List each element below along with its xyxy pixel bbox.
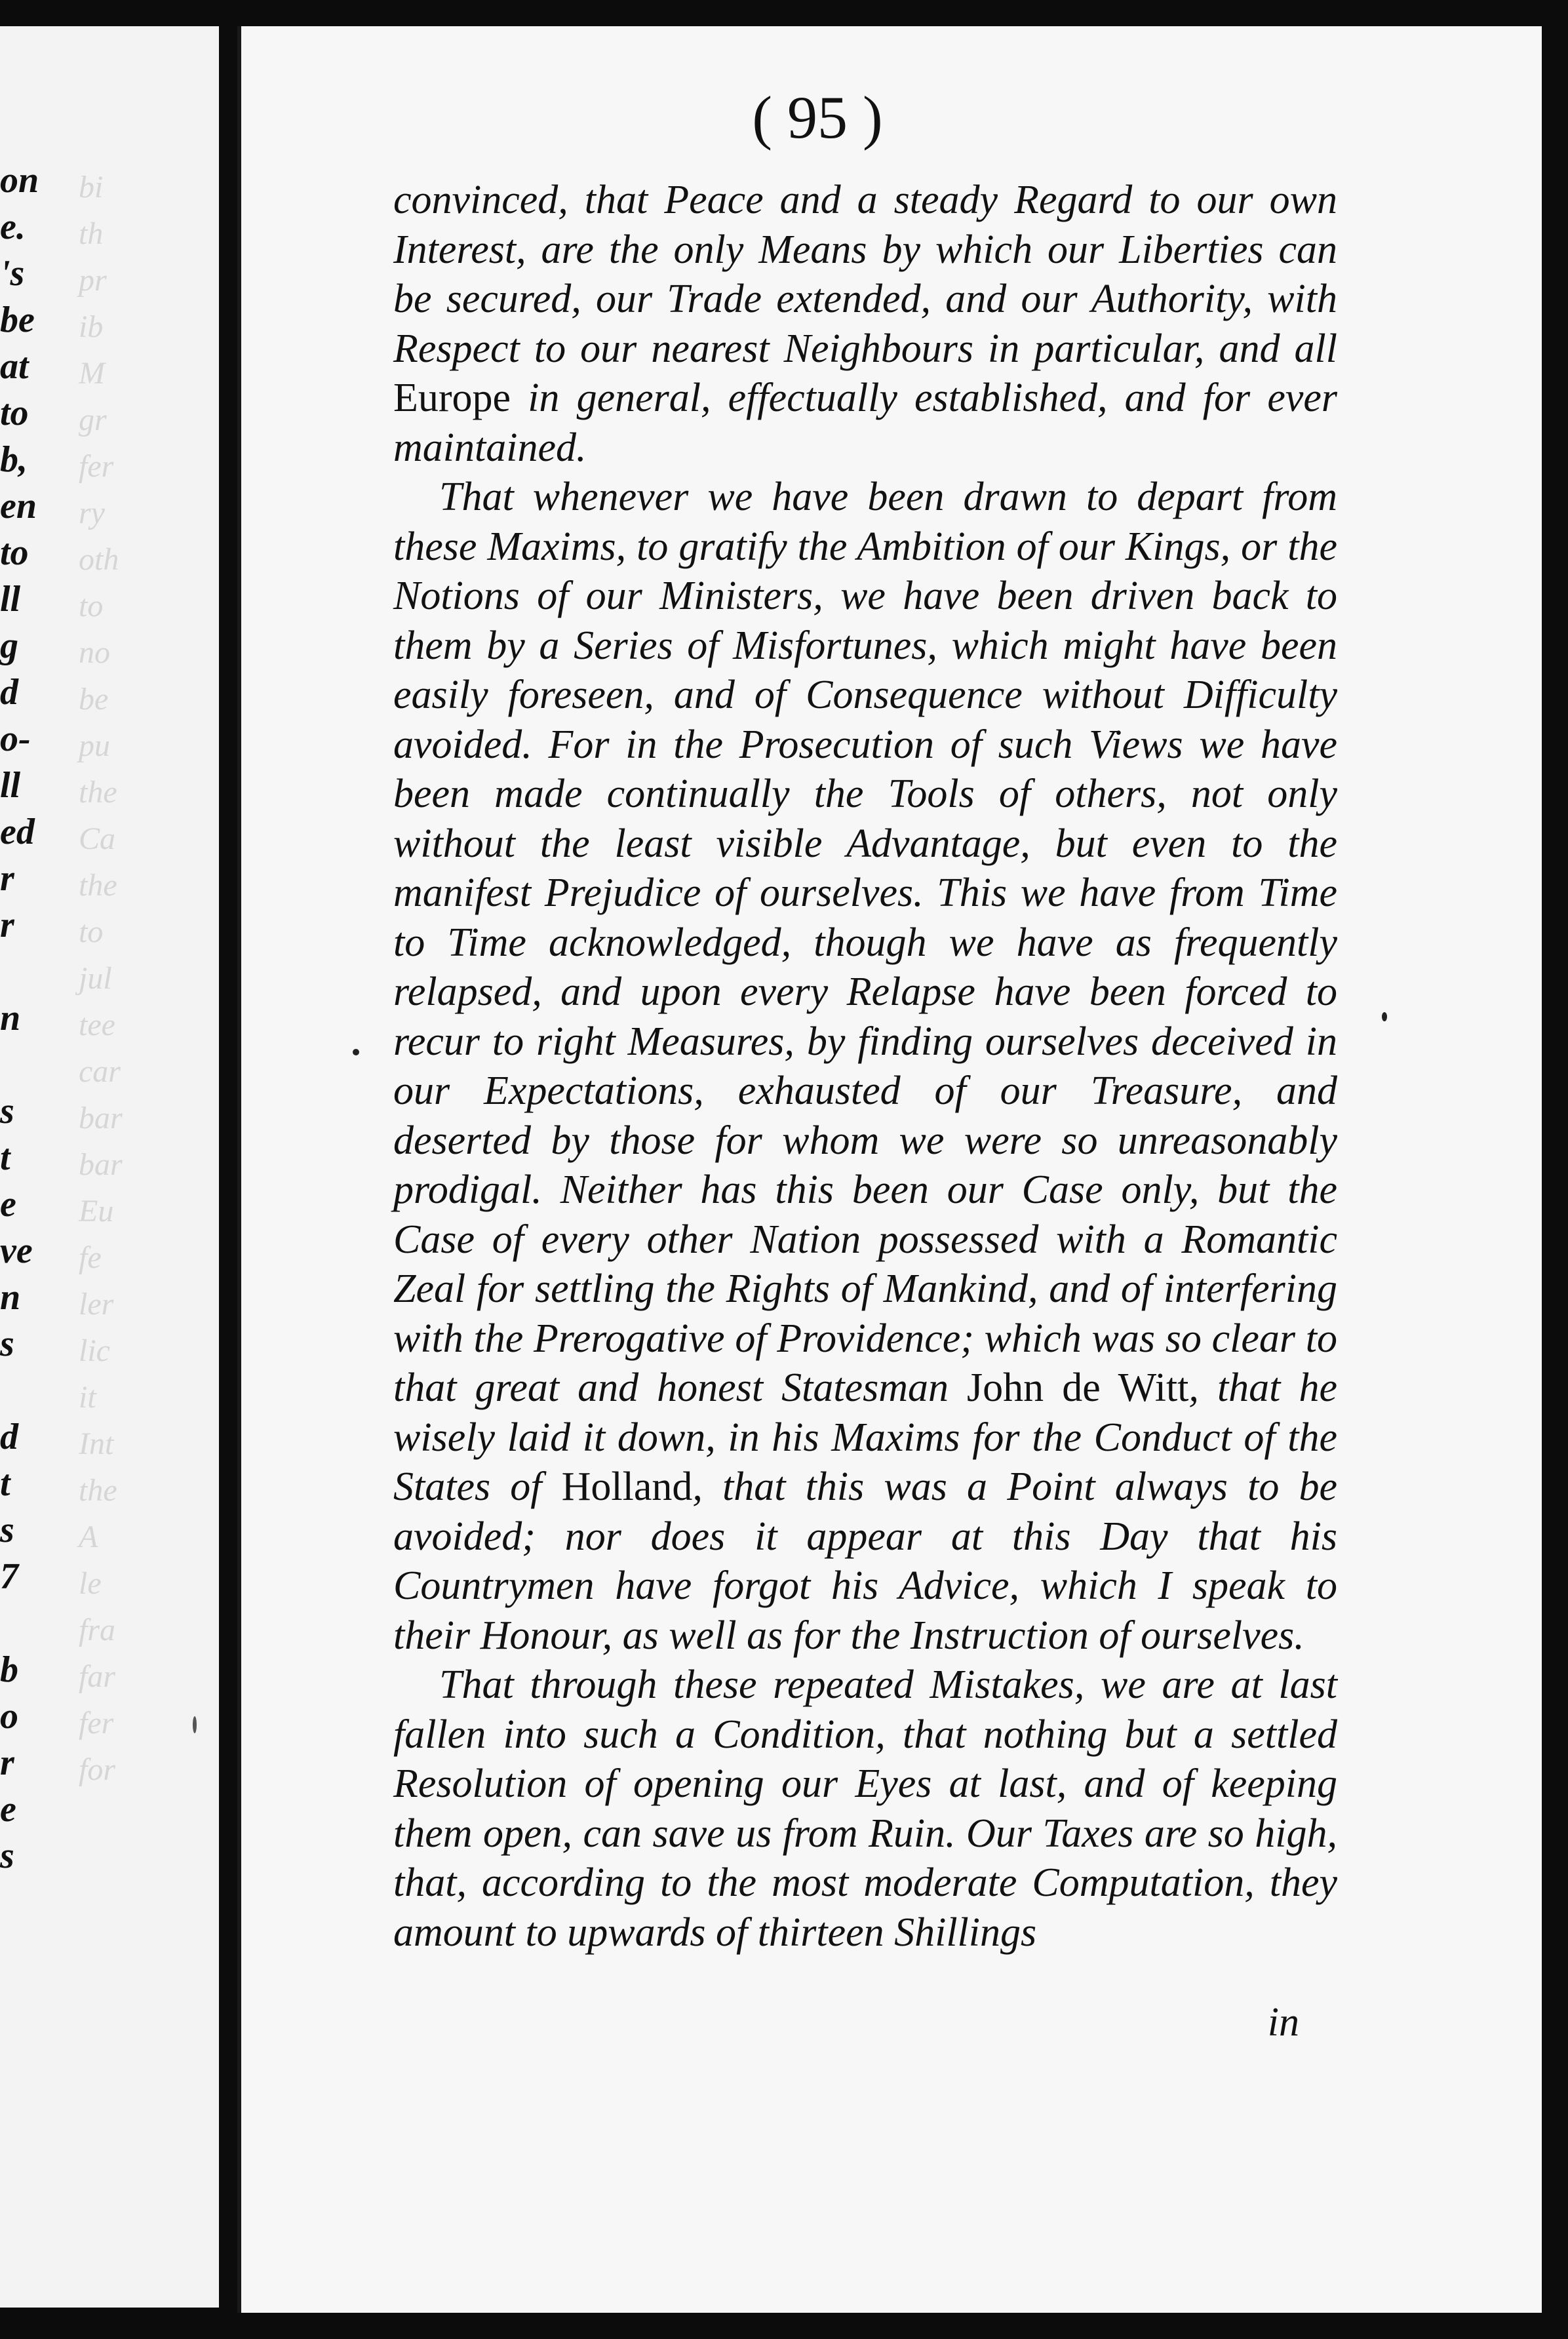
edge-fragment: r bbox=[0, 858, 14, 899]
text-segment-italic: That whenever we have been drawn to depart from these Maxims, to gratify the Ambition of our Kings, or the Notions of our Ministers, we have been driven back to them by a Series of Misfortunes, which might have been easily foreseen, and of Consequence without Difficulty avoided. For in the Prosecution of such Views we have been made continually the Tools of others, not only without the least visible Advantage, but even to the manifest Prejudice of ourselves. This we have from Time to Time acknowledged, though we have as frequently relapsed, and upon every Relapse have been forced to recur to right Measures, by finding ourselves deceived in our Expectations, exhausted of our Treasure, and deserted by those for whom we were so unreasonably prodigal. Neither has this been our Case only, but the Case of every other Nation possessed with a Romantic Zeal for settling the Rights of Mankind, and of interfering with the Prerogative of Providence; which was so clear to that great and honest Statesman bbox=[393, 475, 1337, 1410]
edge-fragment: n bbox=[0, 1277, 21, 1318]
facing-page-edge-text bbox=[0, 157, 46, 1879]
book-page bbox=[237, 26, 1542, 2313]
text-segment-italic: , that this was a Point always to be avoided; nor does it appear at this Day that his Countrymen have forgot his Advice, which I speak to their Honour, as well as for the Instruction of ourselves. bbox=[393, 1464, 1337, 1658]
facing-page-left bbox=[0, 26, 219, 2308]
edge-fragment: to bbox=[0, 532, 29, 573]
edge-fragment: ed bbox=[0, 812, 35, 852]
edge-fragment: b bbox=[0, 1649, 18, 1690]
ink-speck bbox=[1382, 1012, 1387, 1021]
edge-fragment: e bbox=[0, 1184, 16, 1225]
edge-fragment: s bbox=[0, 1836, 14, 1876]
edge-fragment: r bbox=[0, 1742, 14, 1783]
edge-fragment: ve bbox=[0, 1230, 33, 1271]
edge-fragment: t bbox=[0, 1137, 10, 1178]
paragraph-2 bbox=[393, 473, 1337, 1661]
text-segment-italic: convinced, that Peace and a steady Regard to our own Interest, are the only Means by which our Liberties can be secured, our Trade extended, and our Authority, with Respect to our nearest Neighbours in particular, and all bbox=[393, 178, 1337, 371]
edge-fragment: s bbox=[0, 1091, 14, 1131]
edge-fragment: b, bbox=[0, 439, 28, 480]
bleed-through-text: bi th pr ib M gr fer ry oth to no be pu the Ca the to jul tee car bar bar Eu fe ler lic it Int the A le fra far fer for bbox=[79, 170, 123, 1787]
text-segment-italic: , that he wisely laid it down, in his Maxims for the Conduct of the States of bbox=[393, 1366, 1337, 1509]
edge-fragment: en bbox=[0, 486, 37, 526]
edge-fragment: ll bbox=[0, 579, 21, 619]
edge-fragment: 7 bbox=[0, 1556, 18, 1597]
text-segment-roman: John de Witt bbox=[967, 1366, 1189, 1410]
edge-fragment: g bbox=[0, 625, 18, 666]
edge-fragment: d bbox=[0, 1417, 18, 1457]
edge-fragment: r bbox=[0, 905, 14, 945]
text-segment-italic: in general, effectually established, and for ever maintained. bbox=[393, 376, 1337, 470]
edge-fragment: e bbox=[0, 1789, 16, 1830]
edge-fragment: at bbox=[0, 346, 29, 387]
ink-speck bbox=[353, 1049, 359, 1055]
edge-fragment bbox=[0, 1042, 46, 1088]
edge-fragment: ll bbox=[0, 765, 21, 806]
edge-fragment: s bbox=[0, 1510, 14, 1550]
edge-fragment: o bbox=[0, 1696, 18, 1737]
edge-fragment: d bbox=[0, 672, 18, 713]
paragraph-3 bbox=[393, 1661, 1337, 1957]
body-text bbox=[393, 176, 1337, 1957]
edge-fragment bbox=[0, 1600, 46, 1647]
edge-fragment: 's bbox=[0, 253, 25, 294]
edge-fragment: o- bbox=[0, 718, 31, 759]
edge-fragment: be bbox=[0, 300, 35, 340]
text-segment-roman: Europe bbox=[393, 376, 511, 420]
paragraph-1 bbox=[393, 176, 1337, 473]
edge-fragment bbox=[0, 1367, 46, 1414]
edge-fragment: to bbox=[0, 393, 29, 433]
edge-fragment bbox=[0, 949, 46, 995]
ink-speck bbox=[193, 1716, 197, 1733]
page-number: ( 95 ) bbox=[752, 84, 883, 151]
edge-fragment: s bbox=[0, 1324, 14, 1364]
edge-fragment: on bbox=[0, 160, 39, 201]
catchword: in bbox=[1267, 2000, 1299, 2045]
edge-fragment: n bbox=[0, 998, 21, 1038]
text-segment-italic: That through these repeated Mistakes, we are at last fallen into such a Condition, that nothing but a settled Resolution of opening our Eyes at last, and of keeping them open, can save us from Ruin. Our Taxes are so high, that, according to the most moderate Computation, they amount to upwards of thirteen Shillings bbox=[393, 1662, 1337, 1955]
edge-fragment: e. bbox=[0, 206, 26, 247]
edge-fragment: t bbox=[0, 1463, 10, 1504]
text-segment-roman: Holland bbox=[561, 1464, 693, 1509]
